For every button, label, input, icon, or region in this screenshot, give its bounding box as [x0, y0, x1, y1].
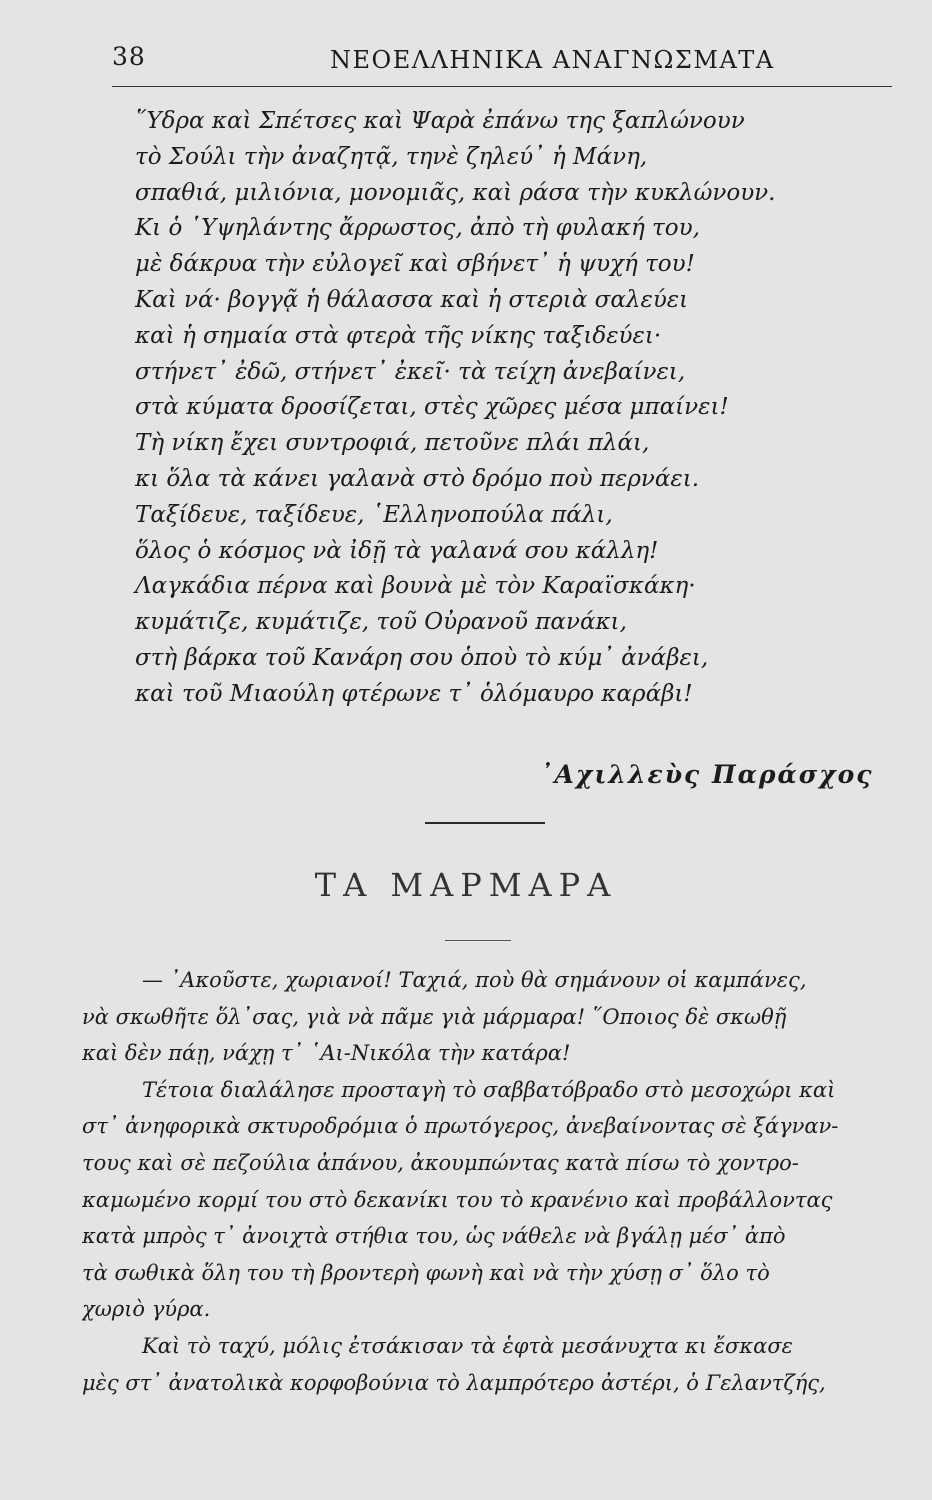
header-rule	[112, 86, 892, 87]
prose-line: νὰ σκωθῆτε ὅλ᾽σας, γιὰ νὰ πᾶμε γιὰ μάρμαρα! ῞Οποιος δὲ σκωθῇ	[82, 1004, 787, 1029]
prose-line: καὶ δὲν πάῃ, νάχῃ τ᾽ ῾Αι-Νικόλα τὴν κατάρα!	[82, 1041, 571, 1066]
page-number: 38	[112, 42, 146, 71]
story-text	[82, 962, 904, 1401]
poem-line: Λαγκάδια πέρνα καὶ βουνὰ μὲ τὸν Καραϊσκάκη·	[135, 573, 696, 600]
section-divider	[425, 822, 545, 824]
running-head: ΝΕΟΕΛΛΗΝΙΚΑ ΑΝΑΓΝΩΣΜΑΤΑ	[330, 46, 775, 74]
prose-line: τους καὶ σὲ πεζούλια ἀπάνου, ἀκουμπώντας κατὰ πίσω τὸ χοντρο-	[82, 1150, 799, 1175]
poem-line: στὴ βάρκα τοῦ Κανάρη σου ὁποὺ τὸ κύμ᾽ ἀνάβει,	[135, 644, 709, 671]
poem-line: σπαθιά, μιλιόνια, μονομιᾶς, καὶ ράσα τὴν κυκλώνουν.	[135, 179, 776, 206]
poem-line: Ταξίδευε, ταξίδευε, ῾Ελληνοπούλα πάλι,	[135, 501, 613, 528]
prose-line: Καὶ τὸ ταχύ, μόλις ἐτσάκισαν τὰ ἑφτὰ μεσάνυχτα κι ἔσκασε	[142, 1333, 793, 1358]
poem	[135, 104, 855, 713]
poem-line: κυμάτιζε, κυμάτιζε, τοῦ Οὐρανοῦ πανάκι,	[135, 609, 627, 636]
prose-line: κατὰ μπρὸς τ᾽ ἀνοιχτὰ στήθια του, ὡς νάθελε νὰ βγάλῃ μέσ᾽ ἀπὸ	[82, 1224, 786, 1249]
poem-line: μὲ δάκρυα τὴν εὐλογεῖ καὶ σβήνετ᾽ ἡ ψυχή του!	[135, 251, 695, 278]
prose-line: μὲς στ᾽ ἀνατολικὰ κορφοβούνια τὸ λαμπρότερο ἀστέρι, ὁ Γελαντζής,	[82, 1370, 826, 1395]
prose-line: Τέτοια διαλάλησε προσταγὴ τὸ σαββατόβραδο στὸ μεσοχώρι καὶ	[142, 1077, 836, 1102]
poem-line: καὶ τοῦ Μιαούλη φτέρωνε τ᾽ ὁλόμαυρο καράβι!	[135, 680, 693, 707]
prose-line: τὰ σωθικὰ ὅλη του τὴ βροντερὴ φωνὴ καὶ νὰ τὴν χύσῃ σ᾽ ὅλο τὸ	[82, 1260, 770, 1285]
story-title: ΤΑ ΜΑΡΜΑΡΑ	[314, 866, 618, 904]
poem-line: Καὶ νά· βογγᾷ ἡ θάλασσα καὶ ἡ στεριὰ σαλεύει	[135, 286, 689, 313]
poem-line: Τὴ νίκη ἔχει συντροφιά, πετοῦνε πλάι πλάι,	[135, 430, 650, 457]
title-underline	[445, 940, 511, 941]
poem-line: κι ὅλα τὰ κάνει γαλανὰ στὸ δρόμο ποὺ περνάει.	[135, 465, 700, 492]
prose-line: — ᾿Ακοῦστε, χωριανοί! Ταχιά, ποὺ θὰ σημάνουν οἱ καμπάνες,	[142, 968, 807, 992]
poem-line: ῞Υδρα καὶ Σπέτσες καὶ Ψαρὰ ἐπάνω της ξαπλώνουν	[135, 108, 745, 134]
poem-author: ᾿Αχιλλεὺς Παράσχος	[540, 760, 874, 789]
prose-line: στ᾽ ἀνηφορικὰ σκτυροδρόμια ὁ πρωτόγερος, ἀνεβαίνοντας σὲ ξάγναν-	[82, 1114, 839, 1139]
poem-line: στὰ κύματα δροσίζεται, στὲς χῶρες μέσα μπαίνει!	[135, 394, 729, 421]
poem-line: ὅλος ὁ κόσμος νὰ ἰδῇ τὰ γαλανά σου κάλλη!	[135, 537, 659, 564]
prose-line: καμωμένο κορμί του στὸ δεκανίκι του τὸ κρανένιο καὶ προβάλλοντας	[82, 1187, 833, 1212]
poem-line: στήνετ᾽ ἐδῶ, στήνετ᾽ ἐκεῖ· τὰ τείχη ἀνεβαίνει,	[135, 358, 686, 385]
poem-line: καὶ ἡ σημαία στὰ φτερὰ τῆς νίκης ταξιδεύει·	[135, 322, 662, 349]
prose-line: χωριὸ γύρα.	[82, 1297, 211, 1322]
poem-line: τὸ Σούλι τὴν ἀναζητᾷ, τηνὲ ζηλεύ᾽ ἡ Μάνη,	[135, 143, 648, 170]
poem-line: Κι ὁ ῾Υψηλάντης ἄρρωστος, ἀπὸ τὴ φυλακή του,	[135, 215, 700, 242]
